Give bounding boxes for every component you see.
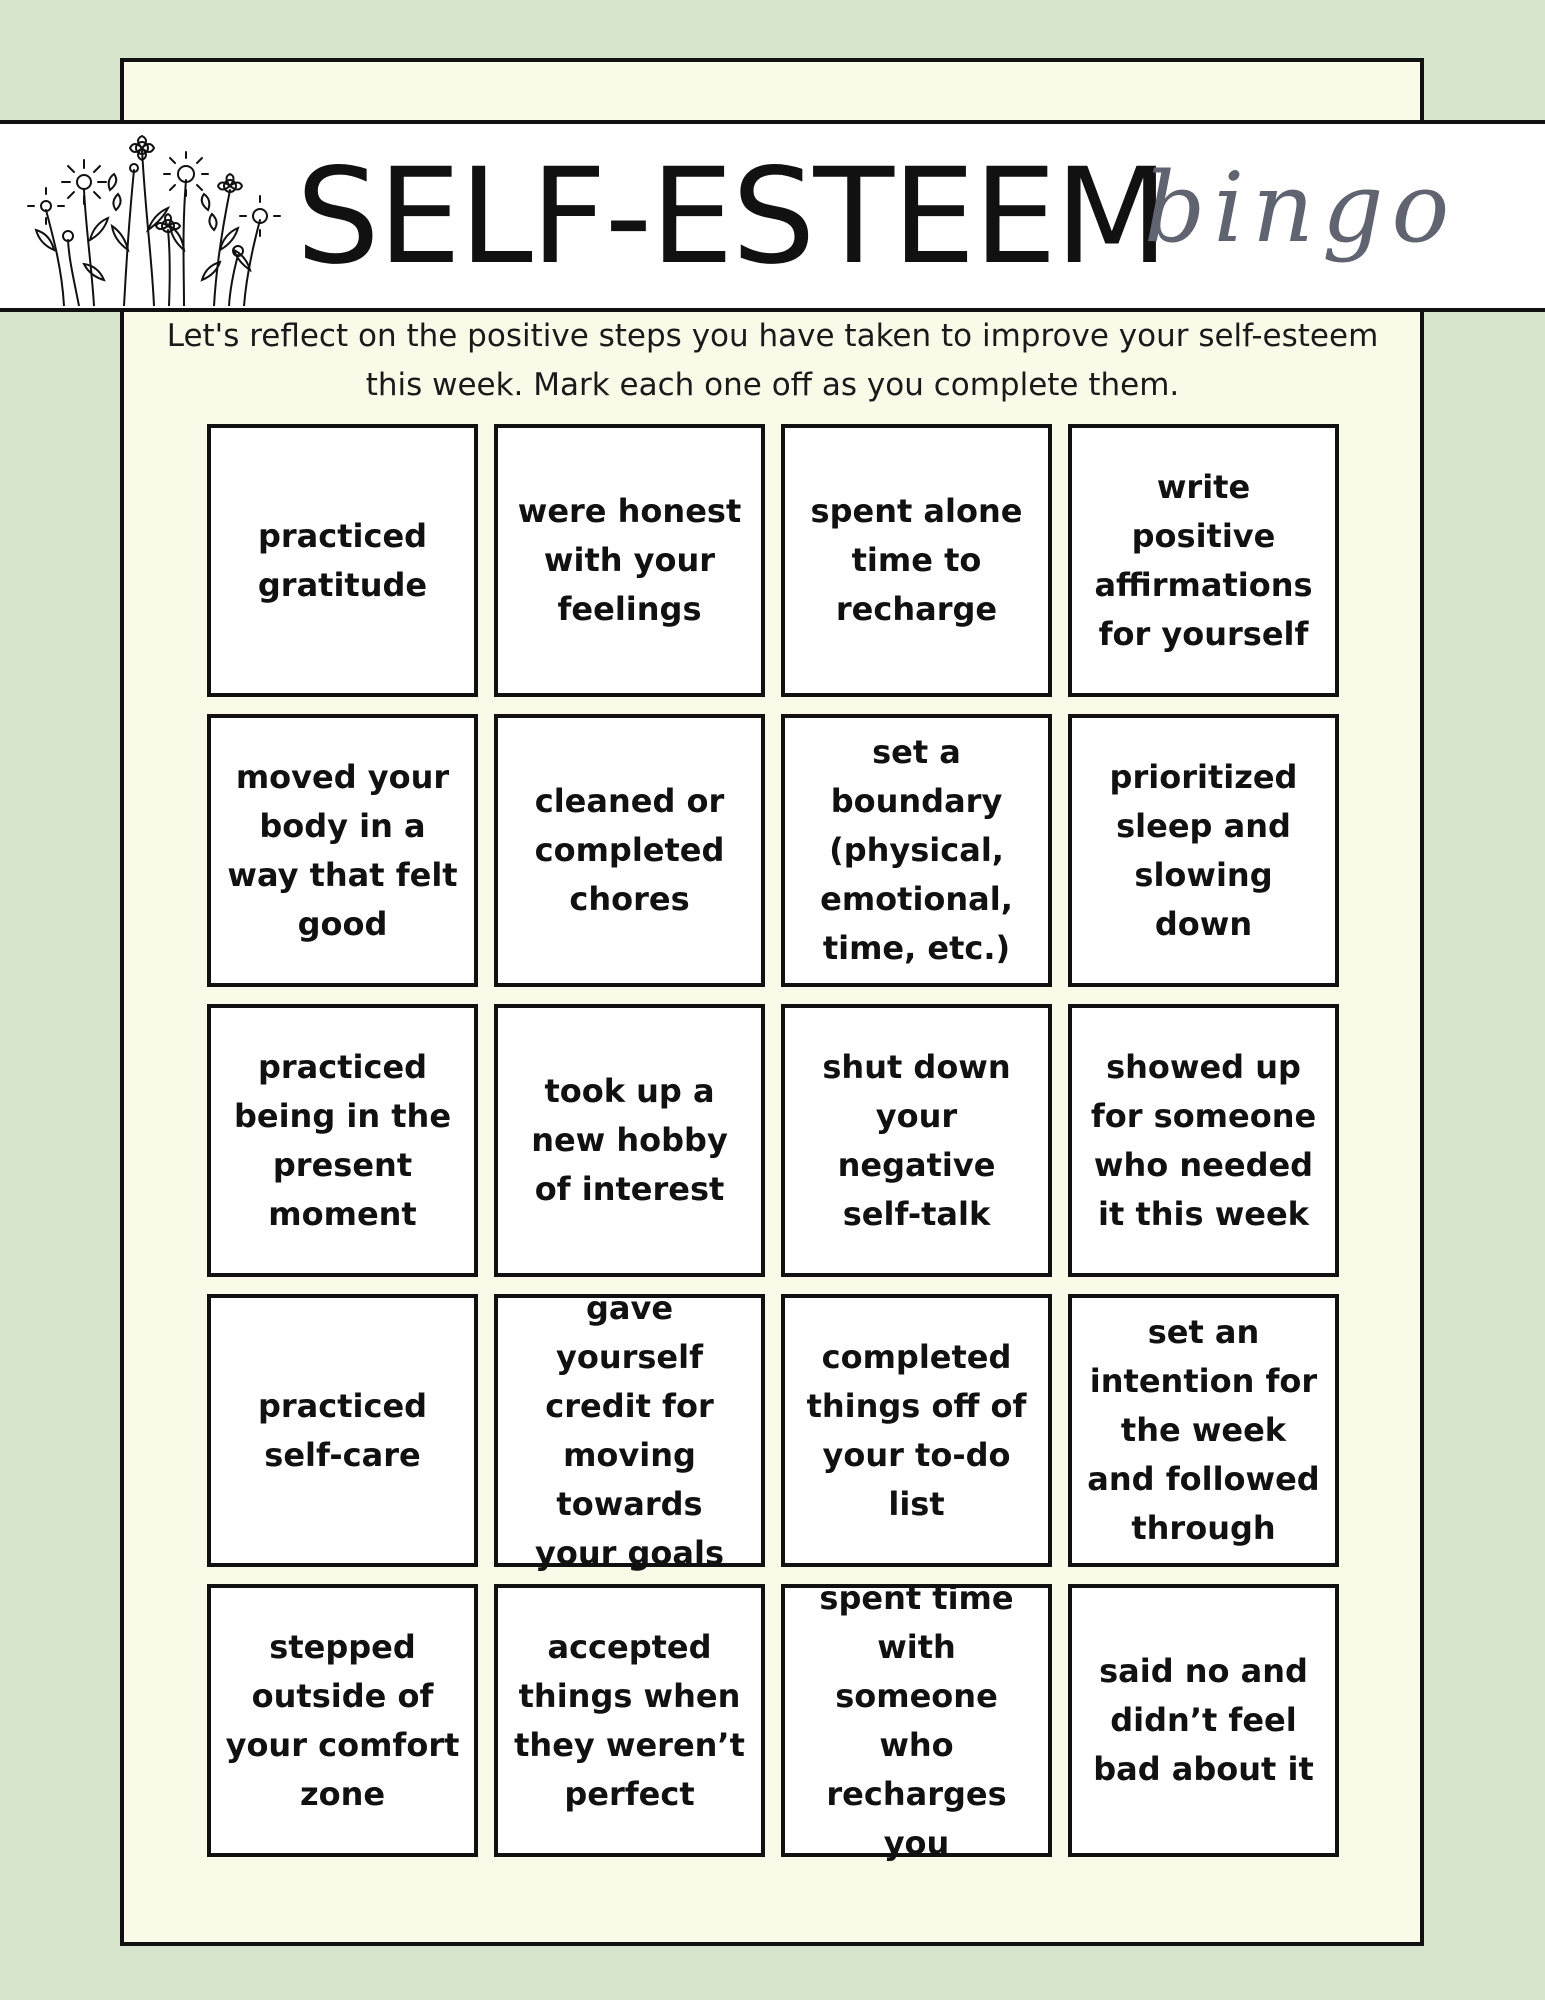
bingo-cell[interactable] (1068, 424, 1339, 697)
bingo-cell[interactable] (494, 1288, 765, 1572)
bingo-cell-label: took up a new hobby of interest (531, 1072, 728, 1208)
bingo-cell[interactable] (207, 714, 478, 987)
bingo-cell[interactable] (207, 1584, 478, 1857)
wildflower-illustration-icon (24, 130, 290, 306)
bingo-cell-label: practiced being in the present moment (233, 1047, 452, 1233)
bingo-cell-label: moved your body in a way that felt good (227, 757, 458, 943)
bingo-cell[interactable] (781, 714, 1052, 987)
bingo-cell[interactable] (1068, 1584, 1339, 1857)
bingo-cell[interactable] (207, 424, 478, 697)
bingo-cell-label: prioritized sleep and slowing down (1109, 757, 1298, 943)
bingo-cell[interactable] (494, 1584, 765, 1857)
bingo-cell[interactable] (1068, 714, 1339, 987)
bingo-cell-label: accepted things when they weren’t perfect (514, 1627, 745, 1813)
bingo-cell[interactable] (494, 424, 765, 697)
bingo-cell[interactable] (781, 424, 1052, 697)
bingo-cell[interactable] (781, 1294, 1052, 1567)
bingo-cell-label: shut down your negative self-talk (822, 1047, 1011, 1233)
bingo-cell-label: gave yourself credit for moving towards your goals (534, 1288, 725, 1572)
bingo-cell[interactable] (207, 1294, 478, 1567)
bingo-cell-label: set a boundary (physical, emotional, time, etc.) (820, 733, 1013, 967)
bingo-cell-label: showed up for someone who needed it this week (1090, 1047, 1317, 1233)
bingo-cell-label: spent alone time to recharge (810, 492, 1023, 628)
bingo-cell-label: write positive affirmations for yourself (1094, 467, 1313, 653)
title-banner (0, 120, 1545, 312)
bingo-cell-label: practiced self-care (257, 1386, 428, 1474)
page-title: SELF-ESTEEM (296, 140, 1167, 294)
intro-text: Let's reflect on the positive steps you have taken to improve your self-esteem this week. Mark each one off as you complete them. (166, 318, 1379, 403)
bingo-cell-label: set an intention for the week and followed through (1087, 1313, 1320, 1547)
bingo-cell[interactable] (781, 1578, 1052, 1862)
bingo-cell-label: said no and didn’t feel bad about it (1093, 1652, 1314, 1788)
bingo-cell-label: practiced gratitude (257, 516, 428, 604)
bingo-cell[interactable] (494, 1004, 765, 1277)
bingo-cell-label: cleaned or completed chores (534, 782, 725, 918)
bingo-cell-label: were honest with your feelings (517, 492, 742, 628)
bingo-cell[interactable] (781, 1004, 1052, 1277)
bingo-cell-label: stepped outside of your comfort zone (225, 1627, 460, 1813)
bingo-cell[interactable] (1068, 1004, 1339, 1277)
bingo-cell[interactable] (207, 1004, 478, 1277)
page-subtitle-script: bingo (1144, 152, 1458, 264)
bingo-cell[interactable] (1068, 1294, 1339, 1567)
bingo-cell-label: spent time with someone who recharges you (819, 1578, 1014, 1862)
bingo-cell-label: completed things off of your to-do list (806, 1337, 1027, 1523)
bingo-grid (207, 424, 1339, 1862)
bingo-cell[interactable] (494, 714, 765, 987)
